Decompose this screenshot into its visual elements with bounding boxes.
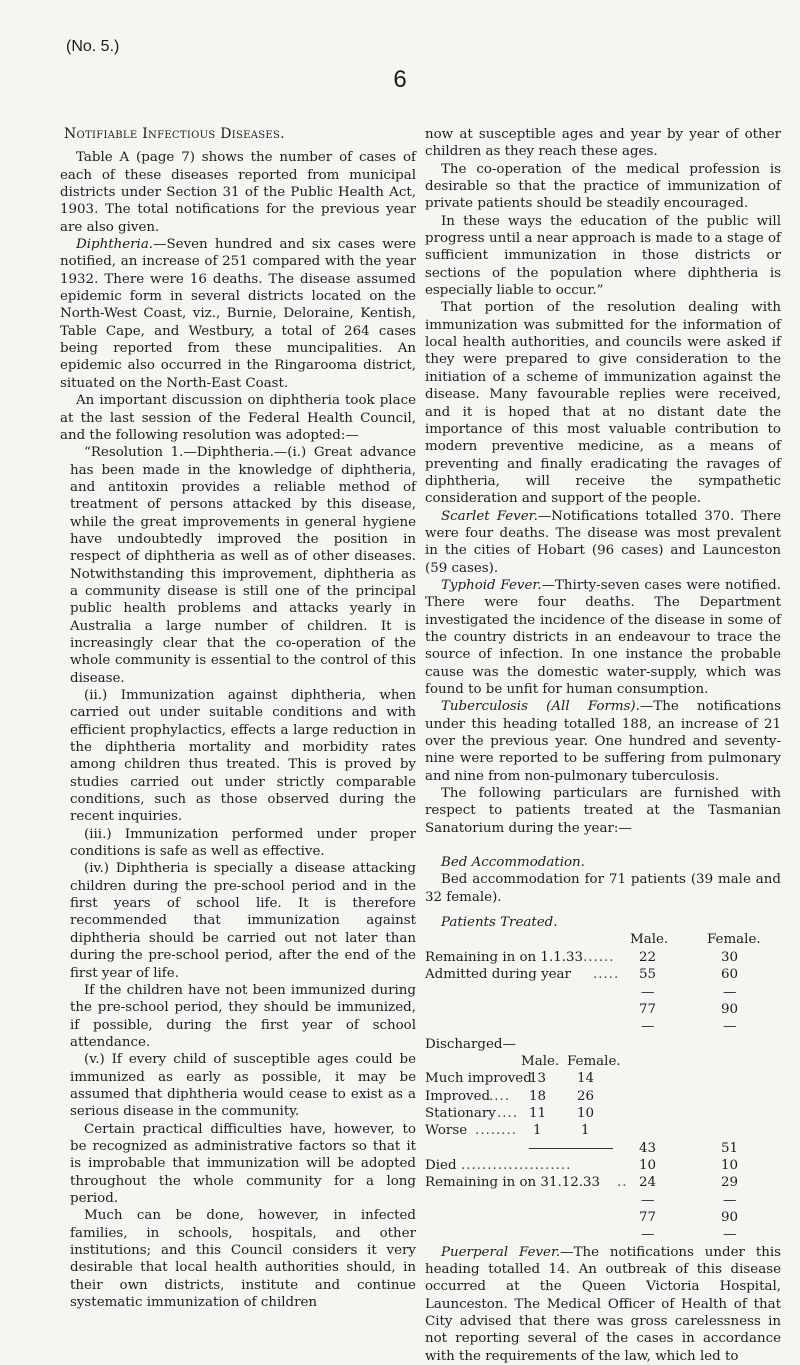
remaining-end-row: Remaining in on 31.12.33 .. 24 29: [425, 1175, 739, 1191]
final-female: 90: [721, 1209, 739, 1225]
paragraph-portion: That portion of the resolution dealing with immunization was submitted for the information of local health authorities, and councils were asked if they were prepared to give consideration to the initiation of a scheme of immunization against the disease. Many favourable replies were received, and it is hoped that at no distant date the importance of this most valuable contribution to modern preventive medicine, as a means of preventing and finally eradicating the ravages of diphtheria, will receive the sympathetic consideration and support of the people.: [425, 300, 781, 507]
discharged-item: Much improved 13 14: [425, 1071, 595, 1087]
total-male: 77: [639, 1001, 657, 1017]
bed-text: Bed accommodation for 71 patients (39 male and 32 female).: [425, 872, 781, 905]
paragraph-cooperation: The co-operation of the medical profession is desirable so that the practice of immunization of private patients should be steadily encouraged.: [425, 161, 781, 212]
patients-table: [425, 931, 781, 1243]
heading-diphtheria: Diphtheria.: [76, 237, 154, 253]
discharged-item: Stationary .... 11 10: [425, 1105, 595, 1121]
text-diphtheria: —Seven hundred and six cases were notified, an increase of 251 compared with the year 1932. There were 16 deaths. The disease assumed epidemic form in several districts located on the North-West Coast, viz., Burnie, Deloraine, Kentish, Table Cape, and Westbury, a total of 264 cases being reported from these muncipalities. An epidemic also occurred in the Ringarooma district, situated on the North-East Coast.: [60, 237, 416, 391]
total-female: 90: [721, 1001, 739, 1017]
discharged-label: Discharged—: [425, 1036, 516, 1052]
heading-scarlet: Scarlet Fever.: [441, 508, 538, 524]
remaining-female: 30: [721, 949, 739, 965]
heading-typhoid: Typhoid Fever.: [441, 577, 542, 593]
resolution-iv: (iv.) Diphtheria is specially a disease attacking children during the pre-school period and in the first years of school life. It is therefore recommended that immunization against diphtheria should be carried out not later than during the pre-school period, after the end of the first year of life.: [70, 861, 416, 981]
resolution-certain: Certain practical difficulties have, however, to be recognized as administrative factors so that it is improbable that immunization will be adopted throughout the whole community for a long period.: [70, 1121, 416, 1206]
patients-title: Patients Treated.: [441, 915, 558, 931]
female-header: Female.: [707, 932, 761, 948]
died-female: 10: [721, 1157, 739, 1173]
dis-total-male: 43: [639, 1140, 657, 1156]
dash-row-2: — —: [641, 1019, 737, 1035]
paragraph-scarlet: [425, 508, 781, 577]
resolution-much: Much can be done, however, in infected families, in schools, hospitals, and other institutions; and this Council considers it very desirable that local health authorities should, in their own districts, institute and continue systematic immunization of children: [70, 1208, 416, 1311]
dis-male-header: Male.: [521, 1053, 560, 1069]
discharged-row: [425, 1036, 781, 1053]
remaining-male: 22: [639, 949, 657, 965]
text-typhoid: —Thirty-seven cases were notified. There were four deaths. The Department investigated the incidence of the disease in some of the country districts in an endeavour to trace the source of infection. In one instance the probable cause was the domestic water-supply, which was found to be unfit for human consumption.: [425, 577, 781, 697]
total-row: [425, 1001, 781, 1018]
died-male: 10: [639, 1157, 657, 1173]
remaining-end-label: Remaining in on 31.12.33: [425, 1175, 601, 1191]
paragraph-tuberculosis: [425, 698, 781, 785]
paragraph-ways: In these ways the education of the public will progress until a near approach is made to a stage of sufficient immunization in those districts or sections of the population where diphtheria is especially liable to occur.”: [425, 213, 781, 299]
died-row: Died ..................... 10 10: [425, 1157, 739, 1173]
remaining-end-female: 29: [721, 1175, 739, 1191]
paragraph-typhoid: [425, 577, 781, 698]
heading-puerperal: Puerperal Fever.: [441, 1244, 561, 1260]
paragraph-following: The following particulars are furnished with respect to patients treated at the Tasmanian Sanatorium during the year:—: [425, 786, 781, 836]
dash-row-3: — —: [641, 1192, 737, 1208]
admitted-row: Admitted during year ..... 55 60: [425, 967, 739, 983]
patients-header-row: [425, 931, 781, 948]
right-column: [425, 126, 781, 1365]
admitted-female: 60: [721, 967, 739, 983]
text-scarlet: —Notifications totalled 370. There were four deaths. The disease was most prevalent in the cities of Hobart (96 cases) and Launceston (59 cases).: [425, 508, 782, 576]
resolution-not-immunized: If the children have not been immunized during the pre-school period, they should be immunized, if possible, during the first year of school attendance.: [70, 982, 416, 1050]
paragraph-discussion: An important discussion on diphtheria took place at the last session of the Federal Health Council, and the following resolution was adopted:—: [60, 393, 416, 443]
paragraph-puerperal: [425, 1244, 781, 1365]
final-male: 77: [639, 1209, 657, 1225]
male-header: Male.: [630, 932, 669, 948]
resolution-v: (v.) If every child of susceptible ages could be immunized as early as possible, it may be assumed that diphtheria would cease to exist as a serious disease in the community.: [70, 1052, 416, 1120]
remaining-row: Remaining in on 1.1.33 ...... 22 30: [425, 949, 739, 965]
final-total-row: [425, 1209, 781, 1226]
text-tuberculosis: —The notifications under this heading totalled 188, an increase of 21 over the previous year. One hundred and seventy-nine were reported to be suffering from pulmonary and nine from non-pulmonary tuberculosis.: [425, 699, 781, 784]
document-number: (No. 5.): [66, 38, 120, 55]
text-puerperal: —The notifications under this heading totalled 14. An outbreak of this disease occurred at the Queen Victoria Hospital, Launceston. The Medical Officer of Health of that City advised that there was gross carelessness in not reporting several of the cases in accordance with the requirements of the law, which led to: [425, 1244, 781, 1364]
discharged-total-row: [425, 1140, 781, 1157]
resolution-ii: (ii.) Immunization against diphtheria, when carried out under suitable conditions and with efficient prophylactics, effects a large reduction in the diphtheria mortality and morbidity rates among children thus treated. This is proved by studies carried out under strictly comparable conditions, such as those observed during the recent inquiries.: [70, 688, 416, 825]
heading-tuberculosis: Tuberculosis (All Forms).: [441, 699, 640, 715]
bed-title: Bed Accommodation.: [441, 855, 585, 871]
dis-female-header: Female.: [567, 1053, 621, 1069]
dis-total-female: 51: [721, 1140, 739, 1156]
page-number: 6: [393, 66, 407, 93]
paragraph-intro: Table A (page 7) shows the number of cases of each of these diseases reported from municipal districts under Section 31 of the Public Health Act, 1903. The total notifications for the previous year are also given.: [60, 150, 416, 235]
admitted-label: Admitted during year: [425, 967, 571, 983]
remaining-label: Remaining in on 1.1.33: [425, 949, 584, 965]
paragraph-continued: now at susceptible ages and year by year of other children as they reach these ages.: [425, 127, 781, 160]
discharged-item: Improved .... 18 26: [425, 1088, 595, 1104]
resolution-i: “Resolution 1.—Diphtheria.—(i.) Great advance has been made in the knowledge of diphtheria, and antitoxin provides a reliable method of treatment of persons attacked by this disease, while the great improvements in general hygiene have undoubtedly improved the position in respect of diphtheria as well as of other diseases. Notwithstanding this improvement, diphtheria as a community disease is still one of the principal public health problems and attacks yearly in Australia a large number of children. It is increasingly clear that the co-operation of the whole community is essential to the control of this disease.: [70, 445, 416, 686]
dash-row-4: — —: [641, 1227, 737, 1243]
admitted-male: 55: [639, 967, 657, 983]
died-label: Died: [425, 1157, 457, 1173]
section-title: Notifiable Infectious Diseases.: [64, 126, 285, 142]
dash-row: — —: [641, 984, 737, 1000]
discharged-header-row: [425, 1053, 781, 1070]
remaining-end-male: 24: [639, 1175, 657, 1191]
paragraph-diphtheria: [60, 236, 416, 392]
discharged-item: Worse ........ 1 1: [425, 1123, 590, 1139]
resolution-iii: (iii.) Immunization performed under proper conditions is safe as well as effective.: [70, 826, 416, 860]
left-column: [60, 126, 416, 1311]
